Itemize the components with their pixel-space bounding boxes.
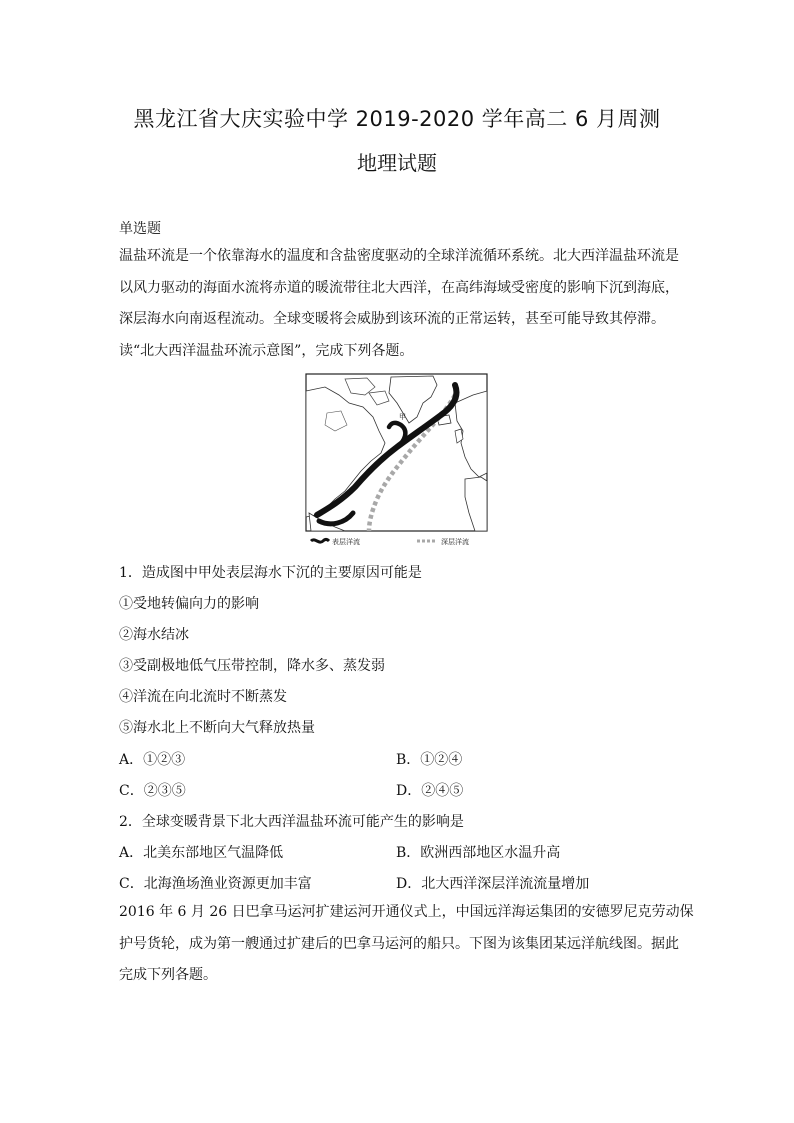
- q1-statement: ②海水结冰: [119, 627, 189, 643]
- q2-option-b[interactable]: B．欧洲西部地区水温升高: [396, 845, 561, 861]
- q1-statement: ⑤海水北上不断向大气释放热量: [119, 720, 315, 736]
- q1-statement: ④洋流在向北流时不断蒸发: [119, 689, 287, 705]
- intro-line: 温盐环流是一个依靠海水的温度和含盐密度驱动的全球洋流循环系统。北大西洋温盐环流是: [119, 248, 679, 264]
- q1-option-a[interactable]: A．①②③: [119, 752, 186, 768]
- q2-option-d[interactable]: D．北大西洋深层洋流流量增加: [396, 876, 590, 892]
- intro-paragraph: [119, 241, 679, 367]
- intro-line: 以风力驱动的海面水流将赤道的暖流带往北大西洋，在高纬海域受密度的影响下沉到海底，: [119, 279, 679, 296]
- q1-option-d[interactable]: D．②④⑤: [396, 783, 464, 799]
- question-1-stem: 1．造成图中甲处表层海水下沉的主要原因可能是: [119, 565, 422, 581]
- legend-surface-swatch: [311, 540, 329, 543]
- q2-option-c[interactable]: C．北海渔场渔业资源更加丰富: [119, 876, 312, 892]
- legend-surface-label: 表层洋流: [332, 538, 360, 546]
- thermohaline-circulation-map: [305, 373, 488, 548]
- passage-2-paragraph: [119, 897, 694, 992]
- section-label: 单选题: [119, 221, 161, 237]
- question-2-stem: 2．全球变暖背景下北大西洋温盐环流可能产生的影响是: [119, 814, 464, 830]
- passage-line: 完成下列各题。: [119, 967, 217, 983]
- q1-option-c[interactable]: C．②③⑤: [119, 783, 186, 799]
- intro-line: 读“北大西洋温盐环流示意图”，完成下列各题。: [119, 342, 414, 359]
- map-svg: [305, 373, 488, 548]
- q2-option-a[interactable]: A．北美东部地区气温降低: [119, 845, 284, 861]
- marker-jia: 甲: [399, 413, 406, 421]
- passage-line: 护号货轮，成为第一艘通过扩建后的巴拿马运河的船只。下图为该集团某远洋航线图。据此: [119, 935, 679, 952]
- q1-option-b[interactable]: B．①②④: [396, 752, 463, 768]
- intro-line: 深层海水向南返程流动。全球变暖将会威胁到该环流的正常运转，甚至可能导致其停滞。: [119, 311, 665, 327]
- q1-statement: ③受副极地低气压带控制，降水多、蒸发弱: [119, 658, 385, 674]
- q1-statement: ①受地转偏向力的影响: [119, 596, 259, 612]
- passage-line: 2016 年 6 月 26 日巴拿马运河扩建运河开通仪式上，中国远洋海运集团的安德罗尼克劳动保: [119, 904, 694, 920]
- page-subtitle: 地理试题: [357, 151, 437, 175]
- legend-deep-label: 深层洋流: [441, 538, 469, 546]
- page-title: 黑龙江省大庆实验中学 2019-2020 学年高二 6 月周测: [133, 107, 661, 131]
